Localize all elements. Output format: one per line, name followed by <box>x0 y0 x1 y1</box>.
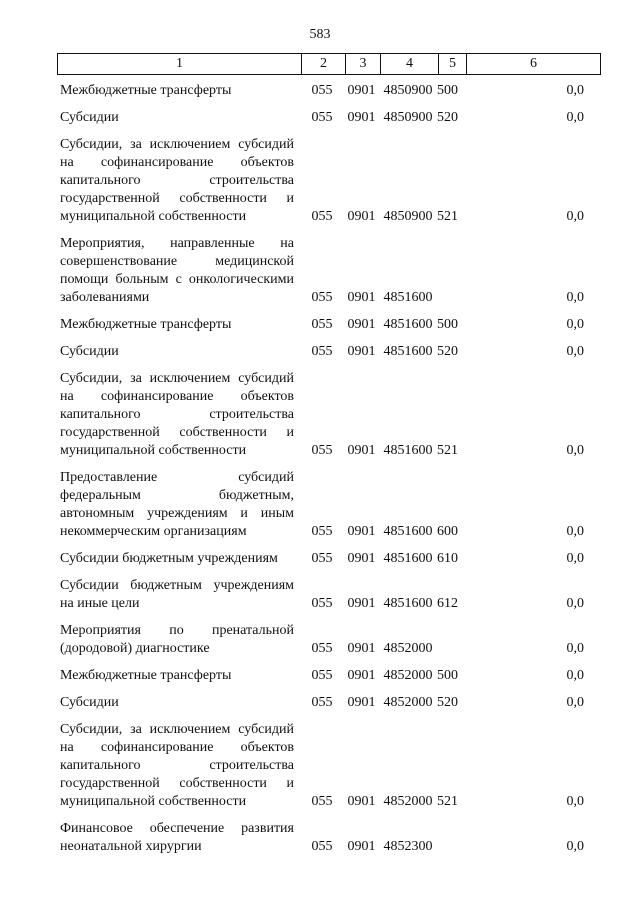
row-name: Субсидии, за исключением субсидий на софинансирование объектов капитального строительства государственной собственности и муниципальной собственности <box>60 371 294 458</box>
row-name: Субсидии бюджетным учреждениям на иные цели <box>60 578 294 611</box>
row-col-2: 055 <box>311 443 333 458</box>
row-col-5: 500 <box>437 668 458 683</box>
row-name: Субсидии <box>60 344 119 359</box>
row-col-2: 055 <box>311 344 333 359</box>
row-col-5: 500 <box>437 317 458 332</box>
table-row <box>57 667 601 685</box>
row-col-4: 4851600 <box>383 290 433 305</box>
row-name: Субсидии, за исключением субсидий на софинансирование объектов капитального строительства государственной собственности и муниципальной собственности <box>60 722 294 809</box>
row-col-3: 0901 <box>347 443 376 458</box>
row-col-6: 0,0 <box>566 83 584 98</box>
row-col-3: 0901 <box>347 317 376 332</box>
row-col-2: 055 <box>311 524 333 539</box>
row-name: Субсидии <box>60 695 119 710</box>
row-col-2: 055 <box>311 794 333 809</box>
row-name: Межбюджетные трансферты <box>60 83 232 98</box>
row-col-2: 055 <box>311 290 333 305</box>
row-name: Мероприятия по пренатальной (дородовой) диагностике <box>60 623 294 656</box>
row-col-3: 0901 <box>347 596 376 611</box>
row-col-3: 0901 <box>347 551 376 566</box>
row-col-4: 4851600 <box>383 443 433 458</box>
row-col-6: 0,0 <box>566 695 584 710</box>
row-col-6: 0,0 <box>566 110 584 125</box>
table-row <box>57 136 601 226</box>
row-col-4: 4852300 <box>383 839 433 854</box>
row-col-6: 0,0 <box>566 551 584 566</box>
table-row <box>57 343 601 361</box>
row-col-2: 055 <box>311 317 333 332</box>
row-col-4: 4852000 <box>383 641 433 656</box>
row-col-5: 521 <box>437 209 458 224</box>
row-col-6: 0,0 <box>566 209 584 224</box>
row-col-5: 520 <box>437 110 458 125</box>
row-col-6: 0,0 <box>566 524 584 539</box>
header-col-2: 2 <box>301 54 345 74</box>
row-col-6: 0,0 <box>566 344 584 359</box>
header-col-4: 4 <box>380 54 438 74</box>
row-col-6: 0,0 <box>566 290 584 305</box>
header-col-1: 1 <box>176 56 183 71</box>
row-col-3: 0901 <box>347 524 376 539</box>
row-col-5: 612 <box>437 596 458 611</box>
row-col-4: 4851600 <box>383 551 433 566</box>
row-col-2: 055 <box>311 695 333 710</box>
table-body <box>57 82 601 865</box>
row-col-3: 0901 <box>347 290 376 305</box>
row-col-3: 0901 <box>347 794 376 809</box>
table-row <box>57 235 601 307</box>
row-col-4: 4850900 <box>383 209 433 224</box>
table-row <box>57 820 601 856</box>
row-col-5: 521 <box>437 443 458 458</box>
row-col-4: 4852000 <box>383 794 433 809</box>
row-col-2: 055 <box>311 641 333 656</box>
row-name: Субсидии бюджетным учреждениям <box>60 551 278 566</box>
row-name: Мероприятия, направленные на совершенствование медицинской помощи больным с онкологическими заболеваниями <box>60 236 294 305</box>
row-col-3: 0901 <box>347 110 376 125</box>
row-col-2: 055 <box>311 209 333 224</box>
table-row <box>57 550 601 568</box>
row-col-4: 4852000 <box>383 695 433 710</box>
row-col-5: 520 <box>437 344 458 359</box>
row-col-2: 055 <box>311 668 333 683</box>
row-col-3: 0901 <box>347 344 376 359</box>
row-col-3: 0901 <box>347 668 376 683</box>
row-col-5: 521 <box>437 794 458 809</box>
row-col-2: 055 <box>311 596 333 611</box>
row-col-6: 0,0 <box>566 596 584 611</box>
row-name: Межбюджетные трансферты <box>60 668 232 683</box>
row-col-6: 0,0 <box>566 317 584 332</box>
row-col-4: 4850900 <box>383 83 433 98</box>
row-name: Субсидии <box>60 110 119 125</box>
table-row <box>57 316 601 334</box>
table-row <box>57 370 601 460</box>
row-col-5: 500 <box>437 83 458 98</box>
page-number: 583 <box>309 27 331 42</box>
table-row <box>57 622 601 658</box>
row-col-6: 0,0 <box>566 839 584 854</box>
row-col-4: 4852000 <box>383 668 433 683</box>
row-col-3: 0901 <box>347 641 376 656</box>
row-col-4: 4850900 <box>383 110 433 125</box>
row-col-6: 0,0 <box>566 443 584 458</box>
table-row <box>57 109 601 127</box>
row-col-6: 0,0 <box>566 668 584 683</box>
table-row <box>57 721 601 811</box>
row-col-4: 4851600 <box>383 596 433 611</box>
row-col-4: 4851600 <box>383 317 433 332</box>
header-col-5: 5 <box>438 54 466 74</box>
row-col-3: 0901 <box>347 695 376 710</box>
header-col-6: 6 <box>466 54 600 74</box>
row-col-5: 520 <box>437 695 458 710</box>
row-col-6: 0,0 <box>566 641 584 656</box>
row-col-4: 4851600 <box>383 344 433 359</box>
table-row <box>57 577 601 613</box>
table-header <box>57 53 601 75</box>
table-row <box>57 694 601 712</box>
row-col-2: 055 <box>311 110 333 125</box>
table-row <box>57 469 601 541</box>
table-row <box>57 82 601 100</box>
row-col-3: 0901 <box>347 209 376 224</box>
row-name: Межбюджетные трансферты <box>60 317 232 332</box>
row-col-3: 0901 <box>347 83 376 98</box>
row-name: Субсидии, за исключением субсидий на софинансирование объектов капитального строительства государственной собственности и муниципальной собственности <box>60 137 294 224</box>
row-col-5: 600 <box>437 524 458 539</box>
row-col-5: 610 <box>437 551 458 566</box>
row-col-4: 4851600 <box>383 524 433 539</box>
row-col-2: 055 <box>311 551 333 566</box>
row-col-6: 0,0 <box>566 794 584 809</box>
row-name: Финансовое обеспечение развития неонатальной хирургии <box>60 821 294 854</box>
header-col-3: 3 <box>345 54 380 74</box>
row-col-2: 055 <box>311 83 333 98</box>
row-col-3: 0901 <box>347 839 376 854</box>
row-col-2: 055 <box>311 839 333 854</box>
row-name: Предоставление субсидий федеральным бюджетным, автономным учреждениям и иным некоммерческим организациям <box>60 470 294 539</box>
